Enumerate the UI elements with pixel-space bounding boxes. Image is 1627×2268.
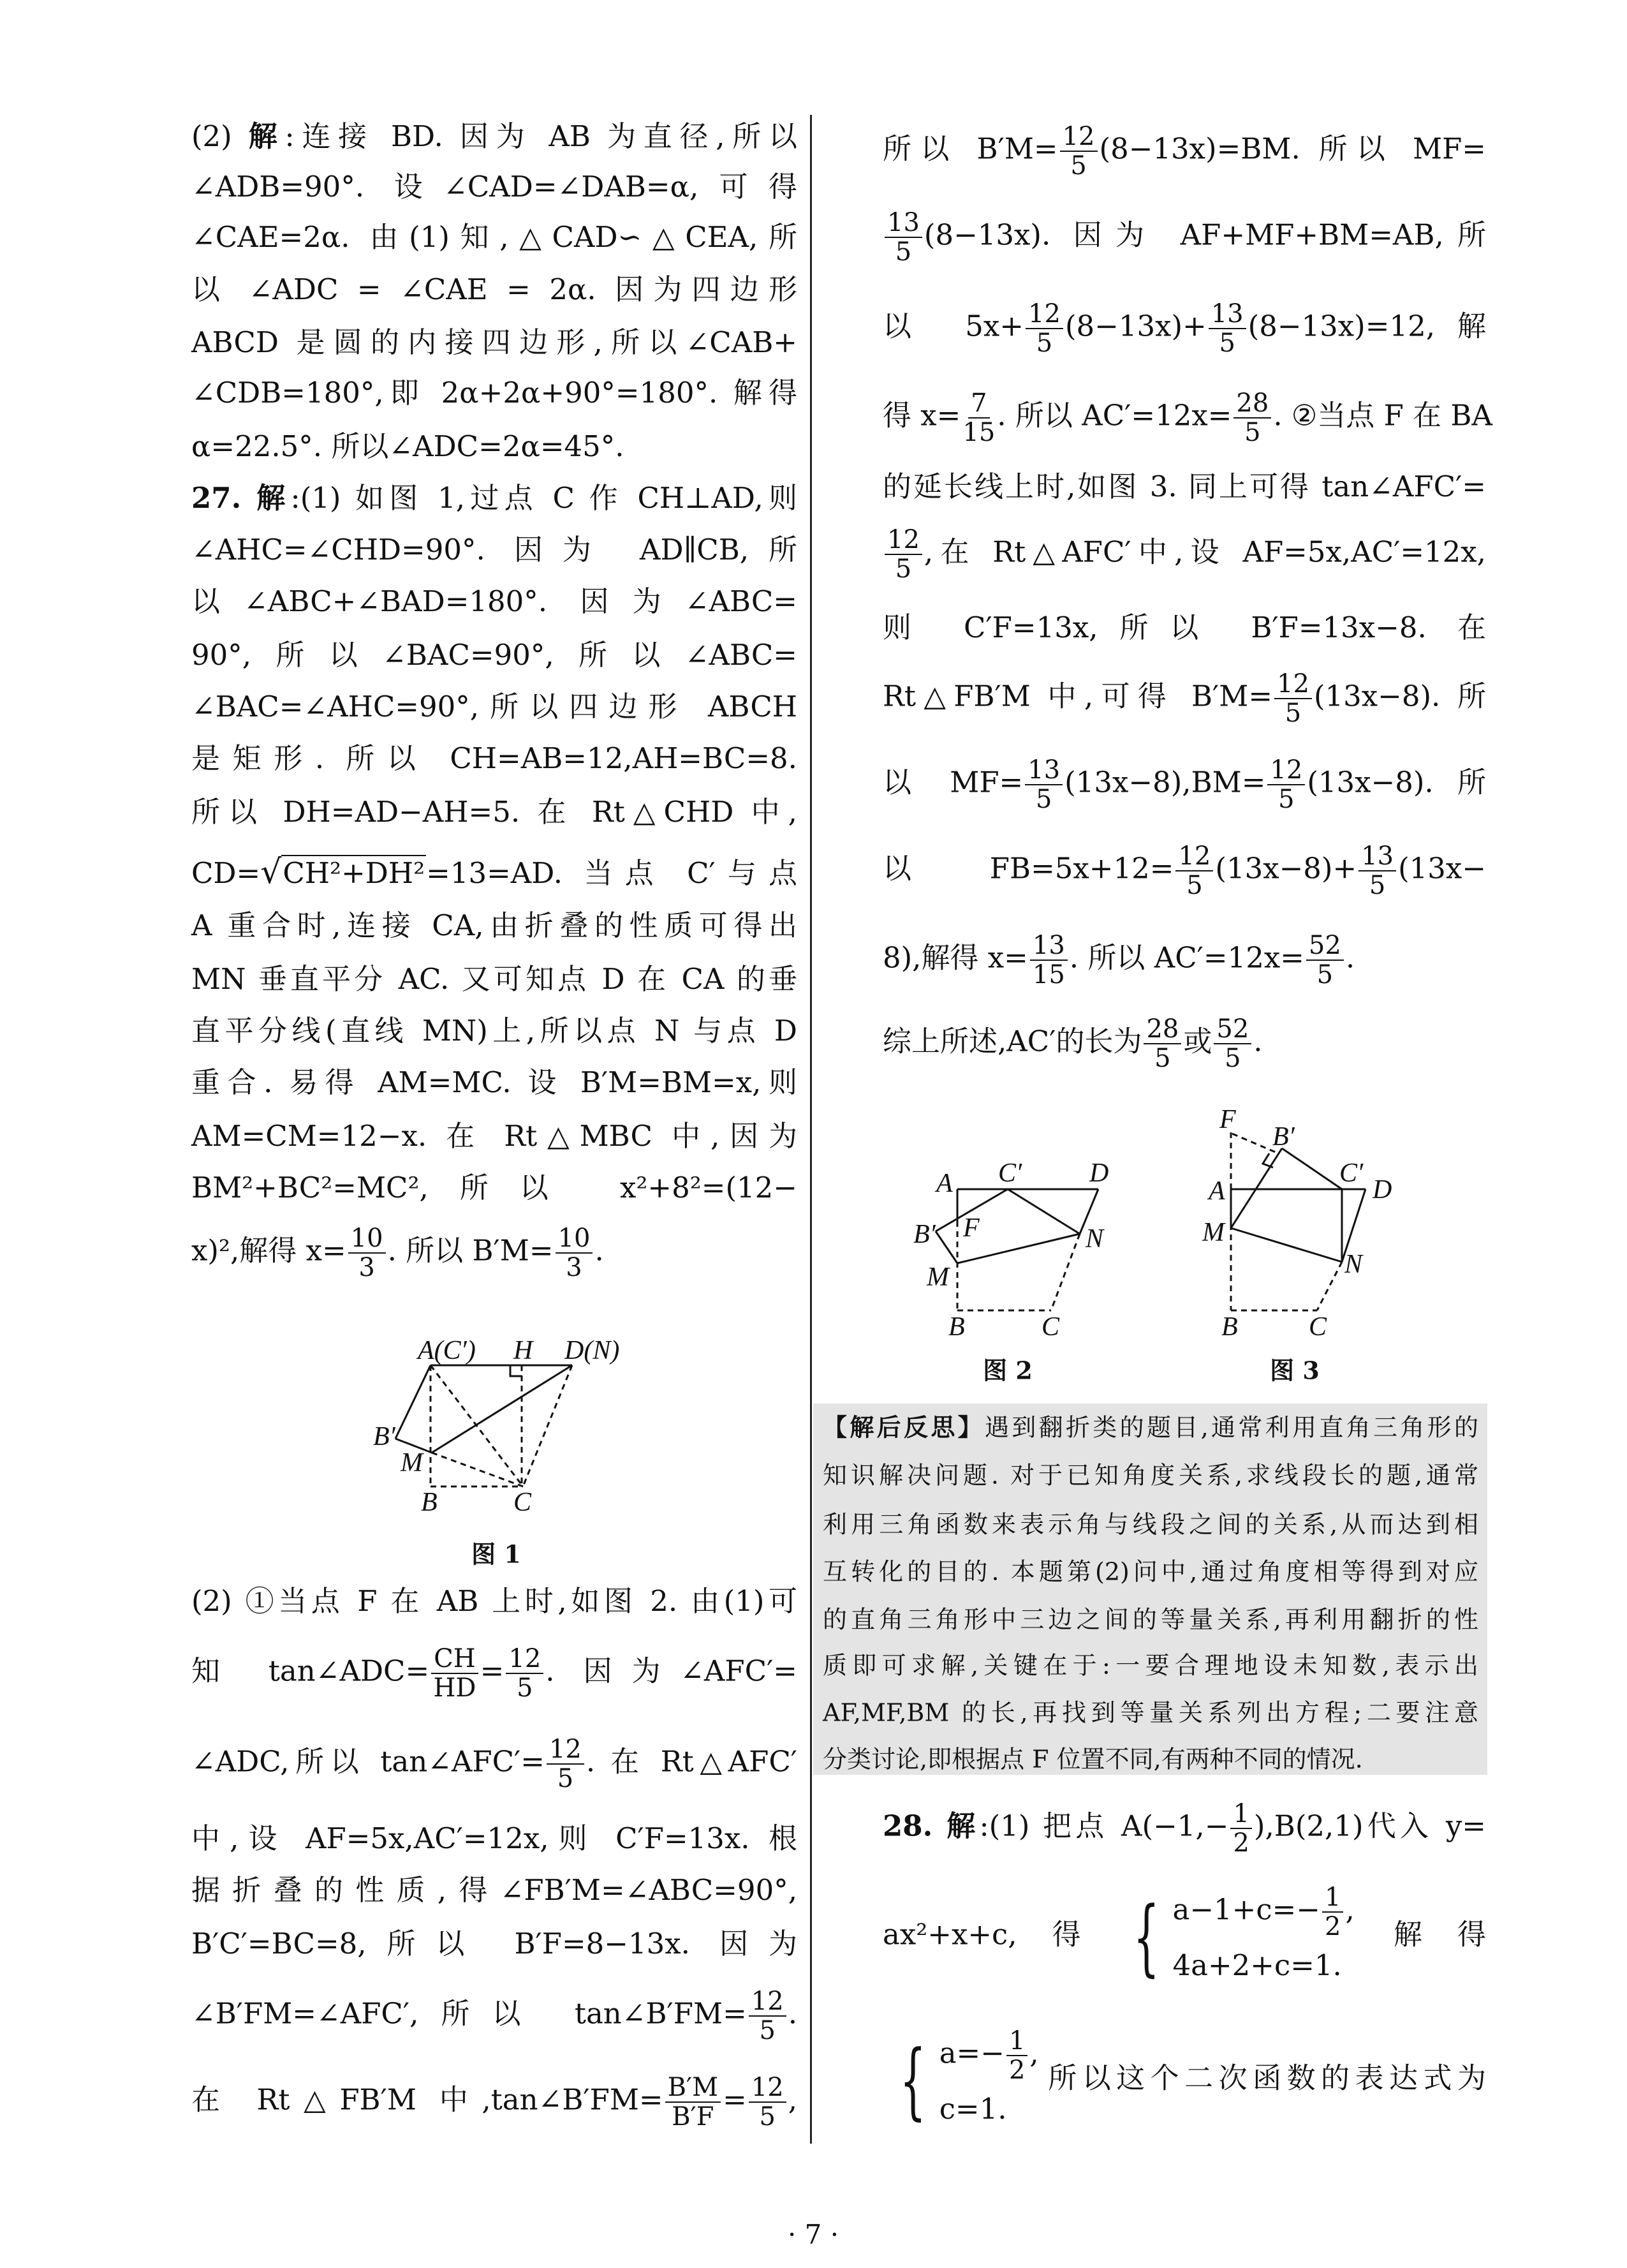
- numerator: 10: [348, 1224, 386, 1254]
- text-run: 以 MF=: [883, 765, 1024, 799]
- text-line: [191, 1868, 797, 1913]
- numerator: 13: [1025, 756, 1063, 785]
- fraction: [1358, 842, 1396, 900]
- text-run: Rt△FB′M 中,可得 B′M=: [883, 679, 1273, 713]
- fraction: [547, 1735, 584, 1793]
- text-run: (8−13x). 因为 AF+MF+BM=AB,所: [924, 218, 1486, 252]
- text-line: [191, 1579, 797, 1624]
- numerator: 12: [1026, 300, 1063, 329]
- text-line: [883, 931, 1486, 989]
- text-line: [191, 1060, 797, 1105]
- left-brace-icon: {: [1133, 1888, 1160, 1985]
- fig3-label-d: D: [1373, 1175, 1392, 1204]
- figure-1-caption: 图 1: [471, 1539, 521, 1569]
- text-run: :(1) 如图 1,过点 C 作 CH⊥AD,则: [290, 480, 797, 515]
- text-line: [191, 215, 797, 260]
- text-run: .: [788, 1996, 797, 2031]
- text-line: [883, 1015, 1486, 1072]
- fig3-label-c: C: [1309, 1312, 1327, 1342]
- fig2-label-c: C: [1042, 1312, 1060, 1342]
- system-rows: [1173, 1883, 1355, 1990]
- numerator: 12: [749, 1987, 786, 2017]
- fig2-label-d: D: [1089, 1159, 1109, 1188]
- numerator: 12: [1175, 842, 1213, 871]
- text-run: 知 tan∠ADC=: [191, 1654, 430, 1688]
- text-run: (13x−8),BM=: [1064, 765, 1266, 799]
- text-run: =13=AD. 当点 C′与点: [426, 856, 797, 890]
- text-run: (8−13x)=12,解: [1248, 309, 1486, 343]
- text-line: [191, 633, 797, 678]
- fig2-label-a: A: [936, 1169, 953, 1198]
- fig3-label-f: F: [1219, 1105, 1236, 1134]
- denominator: 5: [1035, 785, 1052, 815]
- text-run: α=22.5°. 所以∠ADC=2α=45°.: [191, 429, 624, 463]
- page-number: · 7 ·: [787, 2219, 839, 2250]
- denominator: 5: [1186, 871, 1203, 901]
- fraction: [1230, 1800, 1251, 1857]
- text-run: ∠B′FM=∠AFC′,所以 tan∠B′FM=: [191, 1996, 747, 2031]
- denominator: 5: [1154, 1044, 1171, 1074]
- text-line: [191, 1645, 797, 1702]
- text-line: [191, 320, 797, 365]
- figure-2-caption: 图 2: [983, 1356, 1033, 1385]
- text-line: [883, 300, 1486, 357]
- text-run: :(1) 把点 A(−1,−: [979, 1809, 1229, 1843]
- fraction: [665, 2073, 721, 2131]
- numerator: B′M: [665, 2073, 721, 2103]
- denominator: 3: [358, 1252, 375, 1282]
- numerator: 13: [1209, 300, 1246, 329]
- text-run: (2): [191, 119, 249, 154]
- denominator: 5: [1244, 417, 1261, 447]
- system-equation: [939, 2027, 1039, 2084]
- fig2-label-b: B: [948, 1312, 965, 1342]
- text-run: 综上所述,AC′的长为: [883, 1024, 1142, 1058]
- text-line: [191, 114, 797, 159]
- text-run: 直平分线(直线 MN)上,所以点 N 与点 D: [191, 1014, 797, 1048]
- numerator: 1: [1006, 2027, 1027, 2056]
- text-line: [883, 1883, 1486, 1990]
- text-line: [191, 476, 797, 521]
- text-line: [191, 850, 797, 896]
- fraction: [749, 1987, 786, 2045]
- text-run: 知识解决问题. 对于已知角度关系,求线段长的题,通常: [823, 1461, 1478, 1490]
- fraction: [1233, 389, 1271, 447]
- text-run: 解得: [1358, 1917, 1486, 1952]
- denominator: 5: [557, 1763, 574, 1793]
- text-line: [191, 579, 797, 624]
- text-line: [191, 165, 797, 209]
- text-run: 以∠ABC+∠BAD=180°. 因为∠ABC=: [191, 584, 797, 619]
- fig1-label-b: B: [421, 1488, 438, 1517]
- text-run: . 所以 AC′=12x=: [1069, 940, 1304, 975]
- text-line: [883, 122, 1486, 180]
- denominator: B′F: [672, 2102, 714, 2132]
- fraction: [885, 526, 922, 583]
- text-line: [823, 1455, 1478, 1490]
- text-run: ∠ADC,所以 tan∠AFC′=: [191, 1744, 545, 1779]
- text-run: . 因为∠AFC′=: [545, 1654, 798, 1688]
- text-line: [191, 1987, 797, 2045]
- text-line: [883, 388, 1492, 447]
- denominator: 5: [1369, 871, 1386, 901]
- text-line: [823, 1645, 1478, 1680]
- text-run: ,: [1029, 2036, 1039, 2070]
- text-line: [823, 1739, 1478, 1774]
- text-run: ABCD 是圆的内接四边形,所以∠CAB+: [191, 325, 797, 360]
- text-run: 据折叠的性质,得∠FB′M=∠ABC=90°,: [191, 1873, 797, 1908]
- denominator: 5: [1219, 328, 1235, 358]
- text-run: 8),解得 x=: [883, 940, 1028, 975]
- fraction: [1209, 300, 1246, 357]
- fraction: [348, 1224, 386, 1282]
- text-run: 的延长线上时,如图 3. 同上可得 tan∠AFC′=: [883, 469, 1486, 503]
- fraction: [1214, 1015, 1251, 1072]
- radicand: CH²+DH²: [283, 856, 425, 890]
- bold-label: 【解后反思】: [823, 1412, 985, 1442]
- text-line: [883, 464, 1486, 509]
- square-root: [260, 850, 426, 896]
- text-run: =: [723, 2082, 747, 2117]
- text-run: MN 垂直平分 AC. 又可知点 D 在 CA 的垂: [191, 961, 797, 996]
- text-line: [191, 736, 797, 781]
- text-run: 90°,所以∠BAC=90°,所以∠ABC=: [191, 637, 797, 672]
- text-run: 分类讨论,即根据点 F 位置不同,有两种不同的情况.: [823, 1745, 1363, 1774]
- numerator: 12: [1274, 670, 1312, 699]
- text-run: 得 x=: [883, 398, 961, 433]
- text-run: :连接 BD. 因为 AB 为直径,所以: [284, 119, 797, 154]
- text-run: . ②当点 F 在 BA: [1273, 398, 1492, 433]
- fraction: [1006, 2027, 1027, 2084]
- text-line: [883, 842, 1486, 900]
- text-run: a=−: [939, 2036, 1005, 2070]
- text-run: A 重合时,连接 CA,由折叠的性质可得出: [191, 908, 797, 943]
- text-line: [883, 670, 1486, 727]
- text-run: ,在 Rt△AFC′中,设 AF=5x,AC′=12x,: [924, 535, 1486, 569]
- text-run: (8−13x)=BM. 所以 MF=: [1099, 131, 1487, 166]
- text-line: [883, 526, 1486, 583]
- numerator: 12: [506, 1645, 543, 1674]
- fig2-label-b-prime: B′: [913, 1220, 936, 1249]
- numerator: 12: [885, 526, 922, 555]
- fraction: [885, 209, 922, 266]
- bold-label: 解: [248, 119, 285, 154]
- text-run: ∠CAE=2α. 由(1)知,△CAD∽△CEA,所: [191, 220, 797, 255]
- text-run: 的直角三角形中三边之间的等量关系,再利用翻折的性: [823, 1605, 1478, 1634]
- fig3-label-b: B: [1221, 1312, 1238, 1342]
- text-run: ∠AHC=∠CHD=90°. 因为 AD∥CB,所: [191, 533, 797, 567]
- text-line: [191, 1166, 797, 1210]
- text-line: [823, 1504, 1478, 1539]
- fraction: [1144, 1015, 1181, 1072]
- text-run: ax²+x+c,得: [883, 1917, 1116, 1952]
- text-line: [823, 1552, 1478, 1587]
- fig2-label-f: F: [963, 1213, 980, 1243]
- text-run: AM=CM=12−x. 在 Rt△MBC 中,因为: [191, 1118, 797, 1153]
- text-line: [823, 1599, 1478, 1634]
- equation-system: [887, 2027, 1039, 2134]
- fraction: [506, 1645, 543, 1702]
- text-run: 则 C′F=13x,所以 B′F=13x−8. 在: [883, 611, 1486, 645]
- numerator: 13: [1358, 842, 1396, 871]
- text-line: [191, 1224, 797, 1282]
- text-line: [191, 2073, 797, 2131]
- fig3-label-a: A: [1209, 1176, 1225, 1206]
- text-run: (13x−: [1398, 851, 1486, 886]
- text-line: [191, 903, 797, 948]
- fraction: [556, 1224, 593, 1282]
- fig1-label-h: H: [513, 1336, 533, 1365]
- numerator: 12: [547, 1735, 584, 1765]
- text-run: 中,设 AF=5x,AC′=12x,则 C′F=13x. 根: [191, 1821, 797, 1856]
- fraction: [1267, 756, 1305, 813]
- text-run: 以 FB=5x+12=: [883, 851, 1174, 886]
- text-run: ,: [788, 2082, 797, 2117]
- denominator: 5: [517, 1673, 533, 1703]
- text-run: x)²,解得 x=: [191, 1233, 346, 1268]
- text-run: 4a+2+c=1.: [1172, 1948, 1342, 1982]
- denominator: 5: [1070, 151, 1087, 181]
- text-run: .: [1345, 940, 1355, 975]
- text-run: 在 Rt△FB′M 中,tan∠B′FM=: [191, 2082, 663, 2117]
- fraction: [1025, 756, 1063, 813]
- text-line: [883, 209, 1486, 266]
- denominator: 2: [1008, 2056, 1026, 2086]
- system-equation: [1173, 1941, 1355, 1990]
- numerator: 13: [885, 209, 922, 238]
- text-line: [823, 1408, 1478, 1443]
- text-run: AF,MF,BM 的长,再找到等量关系列出方程;二要注意: [823, 1698, 1478, 1727]
- text-line: [191, 424, 797, 469]
- text-line: [191, 371, 797, 415]
- text-run: 所以 DH=AD−AH=5. 在 Rt△CHD 中,: [191, 794, 797, 829]
- fig2-label-m: M: [927, 1263, 949, 1292]
- fig2-label-n: N: [1086, 1224, 1104, 1254]
- denominator: 5: [1316, 960, 1334, 990]
- fig1-label-a: A(C′): [418, 1336, 476, 1365]
- column-divider: [810, 115, 812, 2144]
- fraction: [1060, 122, 1098, 180]
- denominator: 5: [1285, 698, 1302, 728]
- text-line: [883, 1800, 1486, 1857]
- numerator: 12: [749, 2073, 786, 2103]
- figure-3-caption: 图 3: [1270, 1356, 1320, 1385]
- text-run: (2) ①当点 F 在 AB 上时,如图 2. 由(1)可: [191, 1583, 797, 1618]
- text-line: [883, 756, 1486, 813]
- fig1-label-d: D(N): [564, 1336, 620, 1365]
- text-run: 是矩形. 所以 CH=AB=12,AH=BC=8.: [191, 741, 797, 776]
- denominator: 5: [895, 237, 912, 267]
- fig3-label-b-prime: B′: [1272, 1122, 1295, 1152]
- text-line: [191, 790, 797, 834]
- fig1-label-m: M: [401, 1448, 423, 1478]
- text-line: [191, 957, 797, 1002]
- numerator: 1: [1322, 1883, 1343, 1913]
- text-run: ∠BAC=∠AHC=90°,所以四边形 ABCH: [191, 690, 797, 724]
- numerator: 52: [1306, 931, 1344, 961]
- text-run: 所以 B′M=: [883, 131, 1058, 166]
- fig3-label-m: M: [1202, 1218, 1225, 1247]
- fraction: [1030, 931, 1068, 989]
- numerator: 28: [1233, 389, 1271, 419]
- denominator: HD: [433, 1673, 476, 1703]
- text-run: 遇到翻折类的题目,通常利用直角三角形的: [984, 1413, 1478, 1442]
- numerator: CH: [431, 1645, 478, 1674]
- text-run: a−1+c=−: [1172, 1892, 1320, 1927]
- numerator: 52: [1214, 1015, 1251, 1044]
- text-line: [191, 1735, 797, 1793]
- text-run: . 在 Rt△AFC′: [585, 1744, 797, 1779]
- text-run: c=1.: [939, 2092, 1007, 2126]
- denominator: 5: [759, 2102, 776, 2132]
- system-equation: [1173, 1883, 1355, 1941]
- text-run: ,: [1345, 1892, 1355, 1927]
- denominator: 5: [1278, 785, 1295, 815]
- text-run: 互转化的目的. 本题第(2)问中,通过角度相等得到对应: [823, 1557, 1478, 1586]
- fraction: [1322, 1883, 1343, 1941]
- text-run: ),B(2,1)代入 y=: [1253, 1809, 1486, 1843]
- denominator: 2: [1324, 1911, 1341, 1941]
- denominator: 2: [1233, 1828, 1249, 1858]
- text-line: [191, 1922, 797, 1966]
- text-run: ∠CDB=180°,即 2α+2α+90°=180°. 解得: [191, 376, 797, 410]
- system-rows: [939, 2027, 1039, 2134]
- denominator: 5: [1225, 1044, 1241, 1074]
- denominator: 15: [1032, 960, 1065, 990]
- denominator: 15: [962, 417, 996, 447]
- text-run: B′C′=BC=8,所以 B′F=8−13x. 因为: [191, 1926, 797, 1960]
- fraction: [1026, 300, 1063, 357]
- fraction: [431, 1645, 478, 1702]
- text-run: .: [1253, 1024, 1263, 1058]
- fraction: [1274, 670, 1312, 727]
- fig2-label-c-prime: C′: [998, 1159, 1022, 1188]
- text-run: .: [594, 1233, 604, 1268]
- text-line: [883, 605, 1486, 650]
- text-run: 以 5x+: [883, 309, 1024, 343]
- fraction: [1175, 842, 1213, 900]
- text-run: 以 ∠ADC = ∠CAE = 2α. 因为四边形: [191, 272, 797, 306]
- fraction: [962, 389, 995, 447]
- bold-label: 28. 解: [883, 1809, 980, 1843]
- system-equation: [939, 2084, 1039, 2134]
- fig1-label-b-prime: B′: [373, 1422, 395, 1451]
- denominator: 5: [759, 2015, 776, 2045]
- fig1-label-c: C: [513, 1488, 532, 1517]
- numerator: 28: [1144, 1015, 1181, 1044]
- text-run: ∠ADB=90°. 设∠CAD=∠DAB=α,可得: [191, 170, 797, 204]
- numerator: 1: [1230, 1800, 1251, 1829]
- text-run: CD=: [191, 856, 261, 890]
- text-line: [883, 2027, 1486, 2134]
- fraction: [1306, 931, 1344, 989]
- radical-sign-icon: √: [260, 852, 282, 891]
- text-run: 重合. 易得 AM=MC. 设 B′M=BM=x,则: [191, 1065, 797, 1100]
- numerator: 13: [1030, 931, 1068, 961]
- fraction: [749, 2073, 786, 2131]
- fig3-label-n: N: [1344, 1250, 1363, 1279]
- numerator: 12: [1060, 122, 1098, 152]
- text-run: (13x−8). 所: [1313, 679, 1486, 713]
- text-line: [191, 528, 797, 572]
- numerator: 12: [1267, 756, 1305, 785]
- text-run: (13x−8)+: [1215, 851, 1357, 886]
- text-line: [191, 1816, 797, 1861]
- text-run: (13x−8). 所: [1307, 765, 1486, 799]
- text-line: [191, 685, 797, 729]
- text-run: 质即可求解,关键在于:一要合理地设未知数,表示出: [823, 1651, 1478, 1680]
- text-run: 所以这个二次函数的表达式为: [1042, 2061, 1486, 2095]
- equation-system: [1120, 1883, 1355, 1990]
- text-line: [191, 1009, 797, 1053]
- text-run: 利用三角函数来表示角与线段之间的关系,从而达到相: [823, 1510, 1478, 1539]
- denominator: 5: [895, 554, 912, 584]
- denominator: 3: [566, 1252, 582, 1282]
- text-run: 或: [1183, 1024, 1212, 1058]
- numerator: 7: [968, 389, 989, 419]
- fig3-label-c-prime: C′: [1339, 1159, 1364, 1188]
- denominator: 5: [1036, 328, 1053, 358]
- text-line: [823, 1693, 1478, 1728]
- left-brace-icon: {: [899, 2032, 927, 2130]
- text-run: . 所以 B′M=: [387, 1233, 554, 1268]
- text-run: BM²+BC²=MC²,所以 x²+8²=(12−: [191, 1171, 797, 1205]
- text-run: =: [480, 1654, 504, 1688]
- text-run: . 所以 AC′=12x=: [997, 398, 1232, 433]
- text-line: [191, 1114, 797, 1159]
- numerator: 10: [556, 1224, 593, 1254]
- text-run: (8−13x)+: [1064, 309, 1207, 343]
- bold-label: 27. 解: [191, 480, 291, 515]
- text-line: [191, 267, 797, 312]
